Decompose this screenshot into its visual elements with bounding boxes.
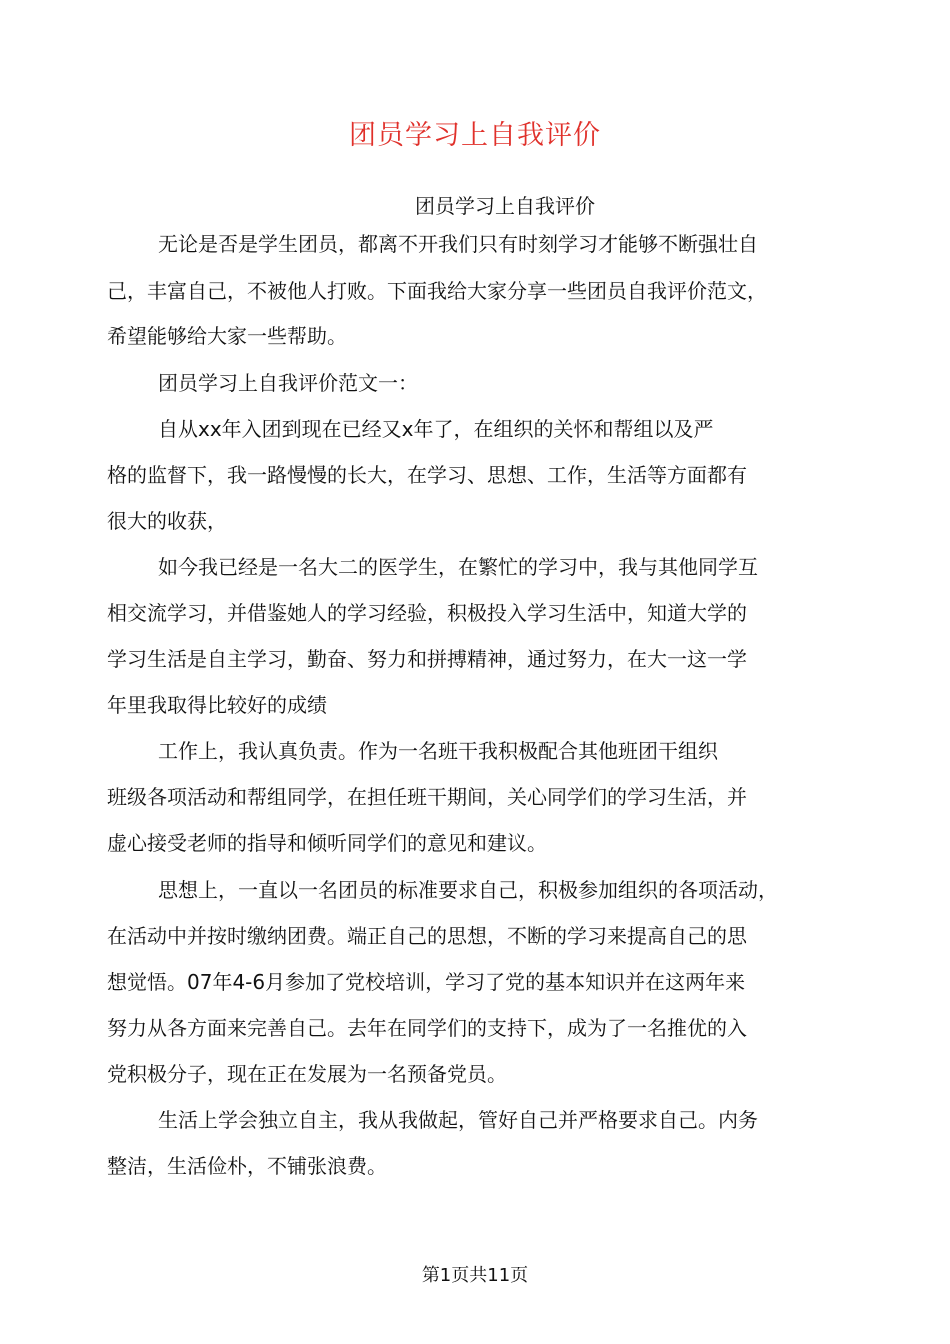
text-line: 团员学习上自我评价范文一： — [158, 371, 418, 395]
text-line: 工作上，我认真负责。作为一名班干我积极配合其他班团干组织 — [158, 739, 718, 763]
text-line: 虚心接受老师的指导和倾听同学们的意见和建议。 — [107, 831, 547, 855]
text-line: 如今我已经是一名大二的医学生，在繁忙的学习中，我与其他同学互 — [158, 555, 758, 579]
text-line: 年里我取得比较好的成绩 — [107, 693, 327, 717]
text-line: 格的监督下，我一路慢慢的长大，在学习、思想、工作，生活等方面都有 — [107, 463, 747, 487]
text-line: 学习生活是自主学习，勤奋、努力和拼搏精神，通过努力，在大一这一学 — [107, 647, 747, 671]
text-line: 思想上，一直以一名团员的标准要求自己，积极参加组织的各项活动， — [158, 878, 778, 902]
text-line: 相交流学习，并借鉴她人的学习经验，积极投入学习生活中，知道大学的 — [107, 601, 747, 625]
text-line: 努力从各方面来完善自己。去年在同学们的支持下，成为了一名推优的入 — [107, 1016, 747, 1040]
text-line: 很大的收获， — [107, 509, 227, 533]
document-subtitle: 团员学习上自我评价 — [415, 194, 595, 218]
text-line: 希望能够给大家一些帮助。 — [107, 324, 347, 348]
text-line: 生活上学会独立自主，我从我做起，管好自己并严格要求自己。内务 — [158, 1108, 758, 1132]
text-line: 整洁，生活俭朴，不铺张浪费。 — [107, 1154, 387, 1178]
text-line: 班级各项活动和帮组同学，在担任班干期间，关心同学们的学习生活，并 — [107, 785, 747, 809]
document-title: 团员学习上自我评价 — [349, 120, 601, 151]
text-line: 在活动中并按时缴纳团费。端正自己的思想，不断的学习来提高自己的思 — [107, 924, 747, 948]
text-line: 想觉悟。07年4-6月参加了党校培训，学习了党的基本知识并在这两年来 — [107, 970, 746, 994]
page-number-footer: 第1页共11页 — [421, 1265, 529, 1286]
text-line: 党积极分子，现在正在发展为一名预备党员。 — [107, 1062, 507, 1086]
text-line: 自从xx年入团到现在已经又x年了，在组织的关怀和帮组以及严 — [158, 417, 714, 441]
text-line: 无论是否是学生团员，都离不开我们只有时刻学习才能够不断强壮自 — [158, 232, 758, 256]
text-line: 己，丰富自己，不被他人打败。下面我给大家分享一些团员自我评价范文， — [107, 279, 767, 303]
